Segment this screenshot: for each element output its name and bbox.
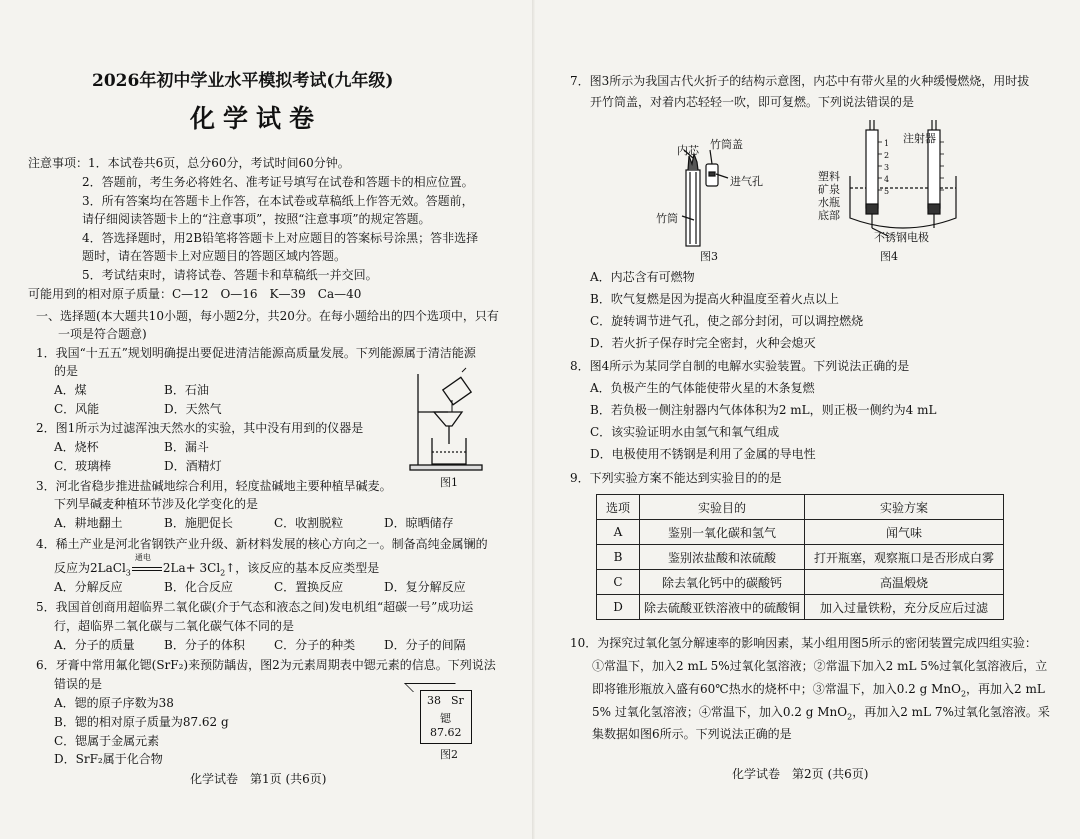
- q1-option-d: D．天然气: [164, 402, 222, 416]
- q8-stem: 8．图4所示为某同学自制的电解水实验装置。下列说法正确的是: [570, 359, 910, 373]
- notes-line-4: 请仔细阅读答题卡上的“注意事项”，按照“注意事项”的规定答题。: [82, 212, 431, 226]
- table-cell: B: [597, 545, 640, 570]
- q8-option-c: C．该实验证明水由氢气和氧气组成: [590, 425, 780, 439]
- table-cell: 鉴别一氧化碳和氢气: [640, 520, 805, 545]
- q7-option-b: B．吹气复燃是因为提高火种温度至着火点以上: [590, 292, 839, 306]
- q7-stem: 7．图3所示为我国古代火折子的结构示意图，内芯中有带火星的火种缓慢燃烧，用时拔: [570, 74, 1030, 88]
- table-cell: D: [597, 595, 640, 620]
- table-header-row: [597, 495, 1004, 520]
- notes-line-7: 5．考试结束时，请将试卷、答题卡和草稿纸一并交回。: [82, 268, 378, 282]
- q5-stem-2: 行，超临界二氧化碳与二氧化碳气体不同的是: [54, 619, 295, 633]
- q9-stem: 9．下列实验方案不能达到实验目的的是: [570, 471, 782, 485]
- table-cell: 鉴别浓盐酸和浓硫酸: [640, 545, 805, 570]
- q5-option-a: A．分子的质量: [54, 638, 135, 652]
- q7-option-d: D．若火折子保存时完全密封，火种会熄灭: [590, 336, 816, 350]
- q4-reactant-subscript: 3: [125, 568, 131, 578]
- figure-3-fire-starter: [680, 150, 760, 250]
- q6-option-c: C．锶属于金属元素: [54, 734, 160, 748]
- q10-stem-2: ①常温下，加入2 mL 5%过氧化氢溶液；②常温下加入2 mL 5%过氧化氢溶液后，立: [592, 659, 1048, 673]
- q2-option-d: D．酒精灯: [164, 459, 222, 473]
- q3-stem: 3．河北省稳步推进盐碱地综合利用，轻度盐碱地主要种植旱碱麦。: [36, 479, 392, 493]
- table-cell: 闻气味: [805, 520, 1004, 545]
- q10-stem-4-end: ，再加入2 mL 7%过氧化氢溶液。采: [852, 705, 1050, 719]
- q4-condition: 通电: [134, 553, 151, 562]
- q4-arrow: [131, 553, 163, 575]
- fig4-syringe-label: 注射器: [903, 132, 936, 145]
- q3-option-a: A．耕地翻土: [54, 516, 123, 530]
- section-heading-2: 一项是符合题意): [58, 327, 147, 341]
- q7-option-c: C．旋转调节进气孔，使之部分封闭，可以调控燃烧: [590, 314, 864, 328]
- q5-option-b: B．分子的体积: [164, 638, 245, 652]
- element-symbol: Sr: [451, 694, 464, 707]
- table-row: [597, 520, 1004, 545]
- q5-option-c: C．分子的种类: [274, 638, 356, 652]
- q6-option-b: B．锶的相对原子质量为87.62 g: [54, 715, 229, 729]
- notes-line-3: 3．所有答案均在答题卡上作答，在本试卷或草稿纸上作答无效。答题前，: [82, 194, 474, 208]
- q6-option-a: A．锶的原子序数为38: [54, 696, 174, 710]
- table-row: [597, 545, 1004, 570]
- q5-option-d: D．分子的间隔: [384, 638, 466, 652]
- atomic-masses: 可能用到的相对原子质量：C—12 O—16 K—39 Ca—40: [28, 287, 362, 301]
- q8-option-b: B．若负极一侧注射器内气体体积为2 mL，则正极一侧约为4 mL: [590, 403, 937, 417]
- q5-stem: 5．我国首创商用超临界二氧化碳(介于气态和液态之间)发电机组“超碳一号”成功运: [36, 600, 474, 614]
- notes-line-2: 2．答题前，考生务必将姓名、准考证号填写在试卷和答题卡的相应位置。: [82, 175, 474, 189]
- q10-stem-1: 10．为探究过氧化氢分解速率的影响因素，某小组用图5所示的密闭装置完成四组实验：: [570, 636, 1037, 650]
- figure-3-label: 图3: [700, 250, 718, 263]
- table-cell: 除去硫酸亚铁溶液中的硫酸铜: [640, 595, 805, 620]
- notes-line-6: 题时，请在答题卡上对应题目的答题区域内答题。: [82, 249, 347, 263]
- q10-stem-3-end: ，再加入2 mL: [966, 682, 1045, 696]
- q4-stem: 4．稀土产业是河北省钢铁产业升级、新材料发展的核心方向之一。制备高纯金属镧的: [36, 537, 488, 551]
- q2-option-b: B．漏斗: [164, 440, 209, 454]
- fig4-scale-3: 3: [884, 163, 890, 172]
- table-cell: A: [597, 520, 640, 545]
- q3-stem-2: 下列旱碱麦种植环节涉及化学变化的是: [54, 497, 259, 511]
- page-2-footer: 化学试卷 第2页 (共6页): [732, 767, 869, 781]
- q4-option-d: D．复分解反应: [384, 580, 466, 594]
- q1-option-a: A．煤: [54, 383, 87, 397]
- q8-option-d: D．电极使用不锈钢是利用了金属的导电性: [590, 447, 816, 461]
- element-atomic-mass: 87.62: [430, 726, 462, 739]
- table-cell: C: [597, 570, 640, 595]
- figure-1-label: 图1: [440, 476, 458, 489]
- q2-option-a: A．烧杯: [54, 440, 99, 454]
- figure-1-filtration-apparatus: [408, 366, 488, 472]
- q1-option-b: B．石油: [164, 383, 209, 397]
- element-name: 锶: [440, 712, 451, 725]
- q6-stem-2: 错误的是: [54, 677, 103, 691]
- q3-option-c: C．收割脱粒: [274, 516, 344, 530]
- fig4-bottle-label-3: 水瓶: [818, 196, 840, 209]
- figure-2-element-tile: [420, 690, 472, 744]
- table-row: [597, 595, 1004, 620]
- notes-line-5: 4．答选择题时，用2B铅笔将答题卡上对应题目的答案标号涂黑；答非选择: [82, 231, 479, 245]
- q4-equation: [54, 553, 380, 580]
- q10-stem-4-text: 5% 过氧化氢溶液；④常温下，加入0.2 g MnO: [592, 705, 848, 719]
- notes-line-1: 注意事项：1．本试卷共6页，总分60分，考试时间60分钟。: [28, 156, 350, 170]
- q1-option-c: C．风能: [54, 402, 100, 416]
- table-cell: 打开瓶塞，观察瓶口是否形成白雾: [805, 545, 1004, 570]
- q8-option-a: A．负极产生的气体能使带火星的木条复燃: [590, 381, 815, 395]
- exam-title: 2026年初中学业水平模拟考试(九年级): [92, 71, 394, 91]
- section-heading-1: 一、选择题(本大题共10小题，每小题2分，共20分。在每小题给出的四个选项中，只有: [36, 309, 499, 323]
- q7-stem-2: 开竹筒盖，对着内芯轻轻一吹，即可复燃。下列说法错误的是: [590, 95, 915, 109]
- q3-option-d: D．晾晒储存: [384, 516, 454, 530]
- q4-option-b: B．化合反应: [164, 580, 233, 594]
- fig4-scale-5: 5: [884, 187, 890, 196]
- fig3-cap-label: 竹筒盖: [710, 138, 743, 151]
- fig4-bottle-label-4: 底部: [818, 209, 840, 222]
- page-1-footer: 化学试卷 第1页 (共6页): [190, 772, 327, 786]
- q10-stem-4: [592, 705, 1050, 724]
- q1-stem: 1．我国“十五五”规划明确提出要促进清洁能源高质量发展。下列能源属于清洁能源: [36, 346, 476, 360]
- q7-option-a: A．内芯含有可燃物: [590, 270, 695, 284]
- q9-table: [596, 494, 1004, 620]
- q10-mno2-subscript: 2: [960, 689, 967, 699]
- q10-mno2-subscript-2: 2: [847, 712, 853, 722]
- q3-option-b: B．施肥促长: [164, 516, 233, 530]
- page-1: [0, 0, 530, 839]
- element-atomic-number: 38: [427, 694, 441, 707]
- table-cell: 除去氧化钙中的碳酸钙: [640, 570, 805, 595]
- fig4-bottle-label-1: 塑料: [818, 170, 840, 183]
- q4-product-subscript: 2: [220, 568, 226, 578]
- q6-option-d: D．SrF₂属于化合物: [54, 752, 163, 766]
- q2-option-c: C．玻璃棒: [54, 459, 112, 473]
- table-header-plan: 实验方案: [805, 495, 1004, 520]
- q6-stem: 6．牙膏中常用氟化锶(SrF₂)来预防龋齿，图2为元素周期表中锶元素的信息。下列说法: [36, 658, 496, 672]
- q4-stem-end: ↑，该反应的基本反应类型是: [225, 561, 380, 575]
- page-fold: [532, 0, 536, 839]
- q1-stem-2: 的是: [54, 364, 79, 378]
- q4-option-a: A．分解反应: [54, 580, 123, 594]
- fig4-bottle-label-2: 矿泉: [818, 183, 840, 196]
- q4-products: 2La+ 3Cl: [162, 561, 221, 575]
- q10-stem-3: [592, 682, 1045, 701]
- table-cell: 加入过量铁粉，充分反应后过滤: [805, 595, 1004, 620]
- table-row: [597, 570, 1004, 595]
- table-cell: 高温煅烧: [805, 570, 1004, 595]
- fig3-air-hole-label: 进气孔: [730, 175, 763, 188]
- fig4-scale-2: 2: [884, 151, 890, 160]
- table-header-purpose: 实验目的: [640, 495, 805, 520]
- q2-stem: 2．图1所示为过滤浑浊天然水的实验，其中没有用到的仪器是: [36, 421, 364, 435]
- figure-2-label: 图2: [440, 748, 458, 761]
- figure-4-label: 图4: [880, 250, 898, 263]
- subject-title: 化学试卷: [190, 104, 323, 133]
- table-header-option: 选项: [597, 495, 640, 520]
- fig4-electrode-label: 不锈钢电极: [874, 231, 929, 244]
- fig3-tube-label: 竹筒: [656, 212, 678, 225]
- fig4-scale-1: 1: [884, 139, 890, 148]
- q4-option-c: C．置换反应: [274, 580, 344, 594]
- q4-reactant: 反应为2LaCl: [54, 561, 126, 575]
- fig3-core-label: 内芯: [677, 144, 699, 157]
- q10-stem-3-text: 即将锥形瓶放入盛有60℃热水的烧杯中；③常温下，加入0.2 g MnO: [592, 682, 961, 696]
- q10-stem-5: 集数据如图6所示。下列说法正确的是: [592, 727, 792, 741]
- fig4-scale-4: 4: [884, 175, 890, 184]
